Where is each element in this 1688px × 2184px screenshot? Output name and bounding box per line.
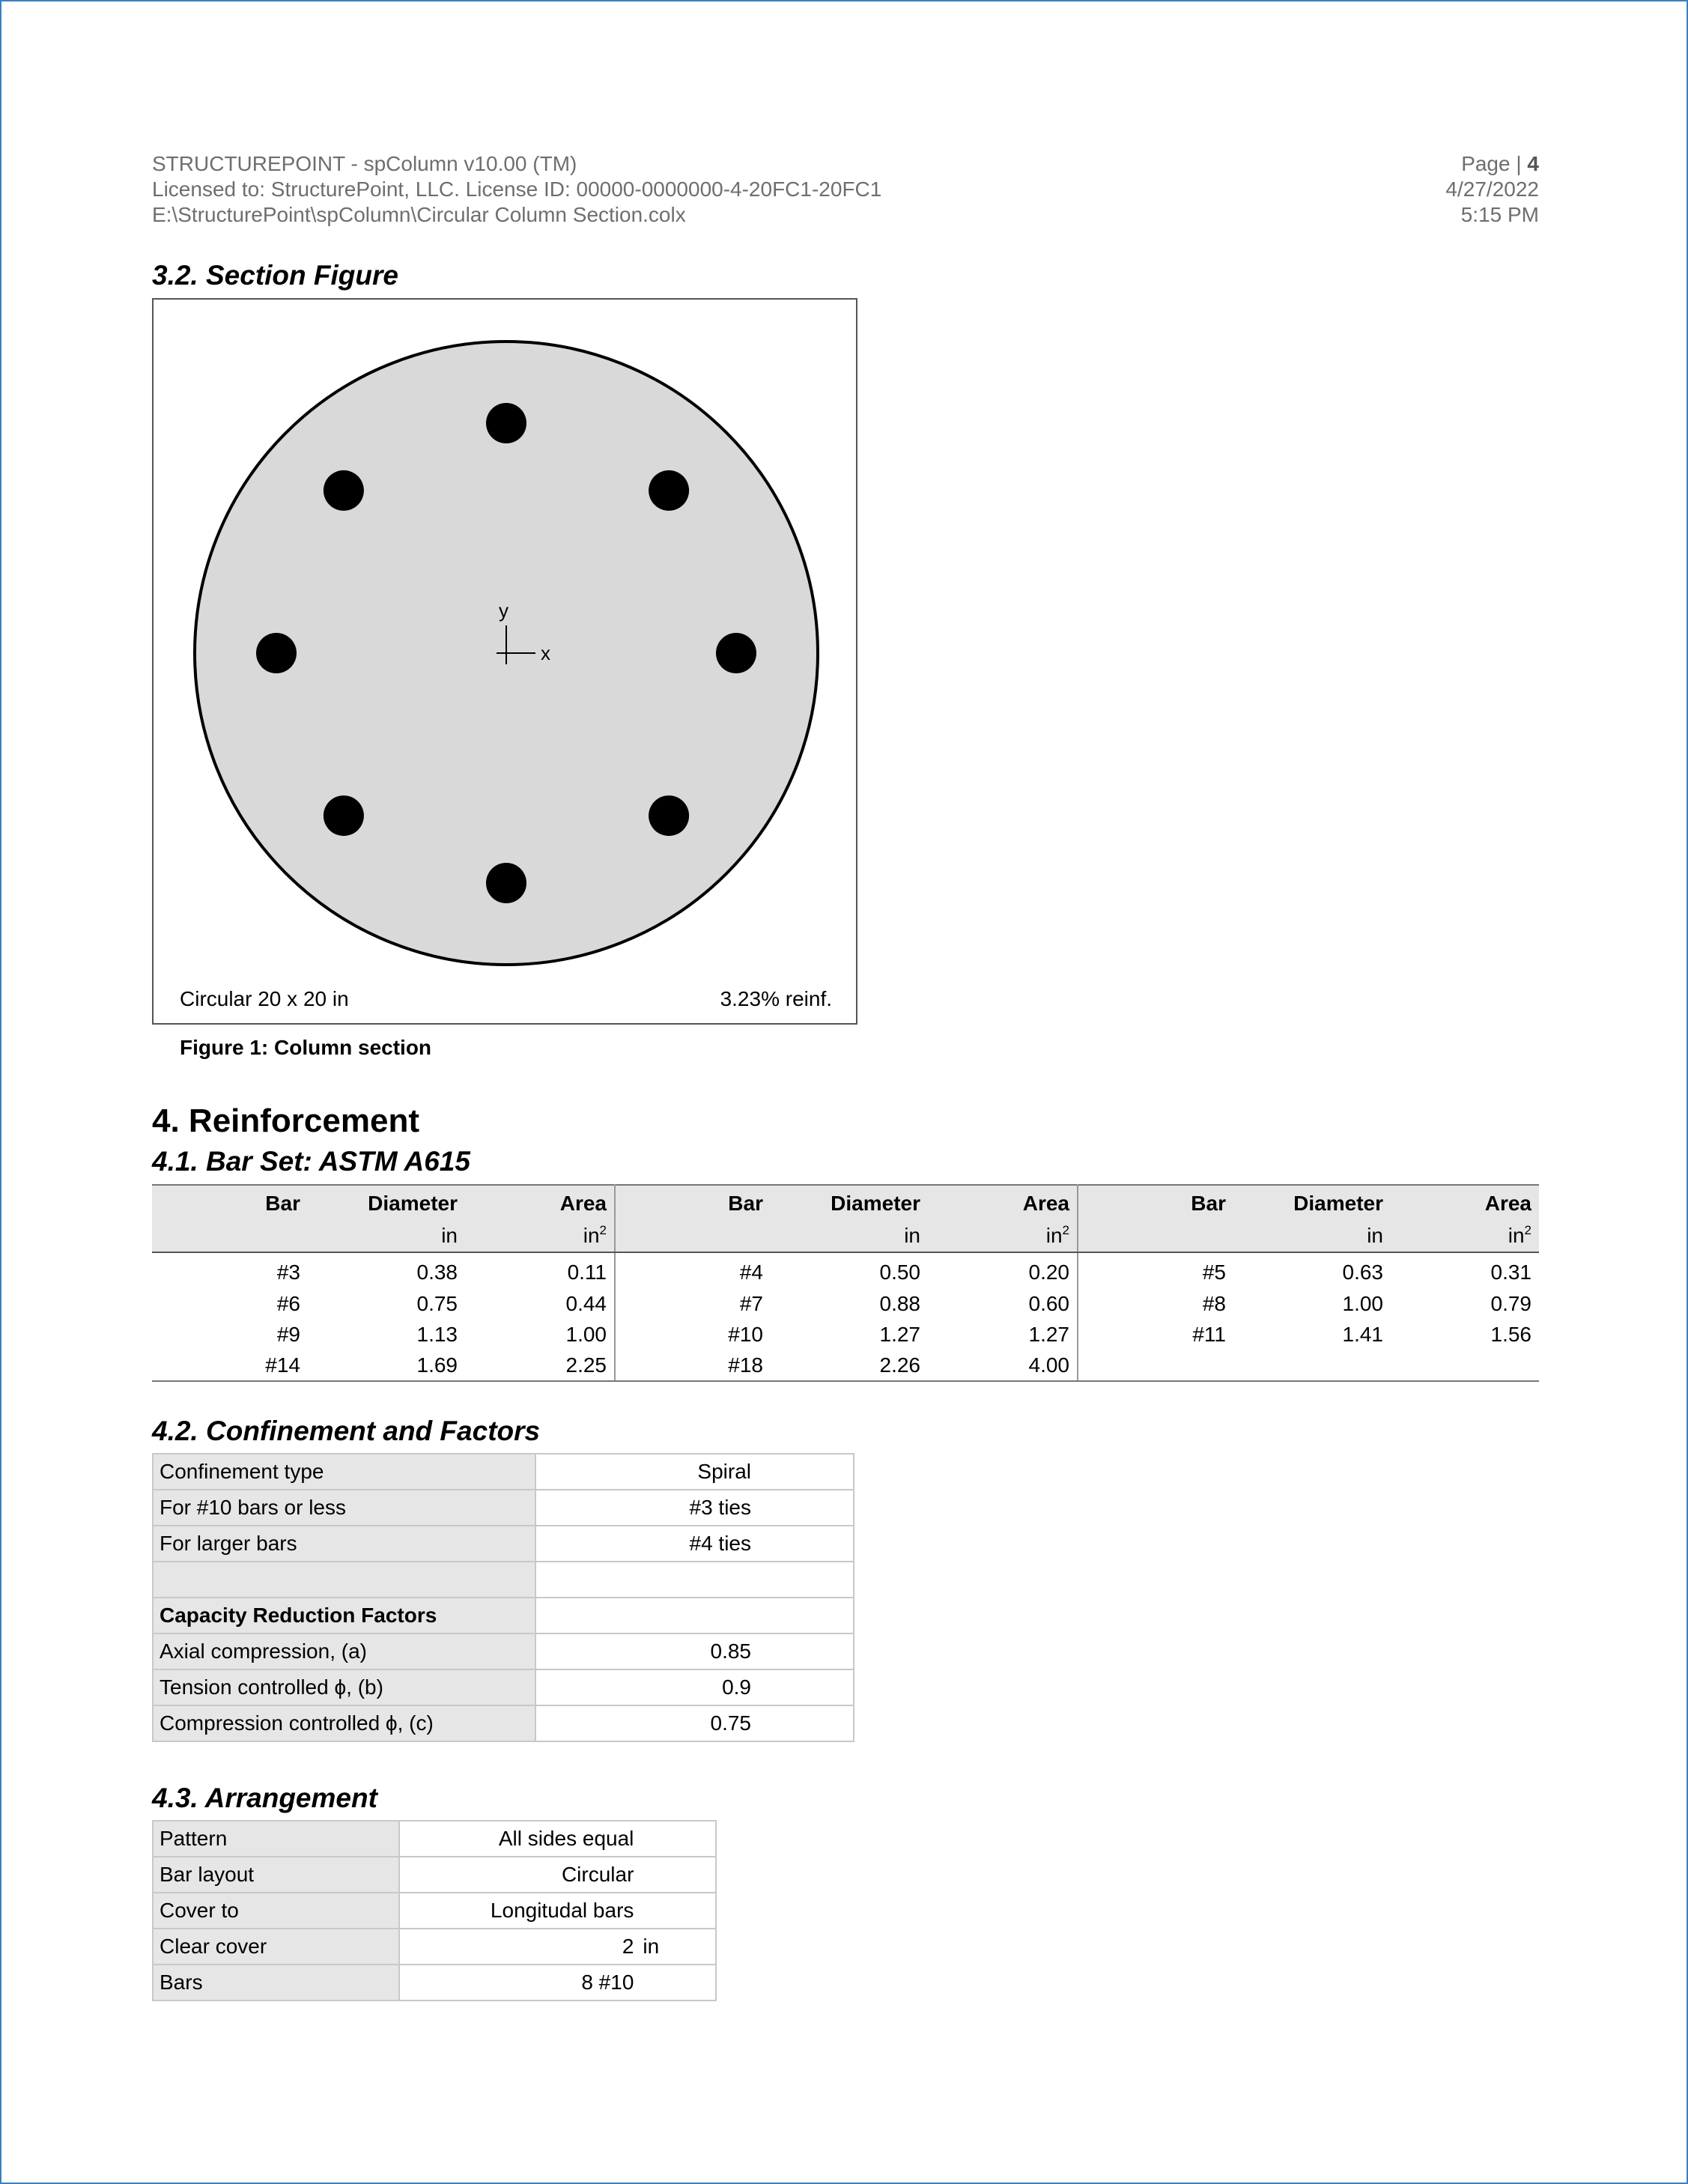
row-value: #4 ties	[535, 1526, 854, 1562]
bar-area: 0.79	[1490, 1291, 1531, 1315]
row-value: 0.85	[535, 1634, 854, 1669]
table-row	[153, 1857, 716, 1893]
row-label: Bar layout	[153, 1857, 399, 1893]
row-label: Clear cover	[153, 1929, 399, 1965]
bar-diameter: 2.26	[771, 1350, 928, 1381]
reinforcement-ratio-label: 3.23% reinf.	[720, 987, 832, 1010]
bar-set-header-row	[152, 1185, 1539, 1220]
section-size-label: Circular 20 x 20 in	[180, 987, 349, 1010]
page-number: 4	[1527, 152, 1539, 175]
bar-area: 0.11	[465, 1252, 615, 1288]
unit-area: $in^2$	[1391, 1220, 1539, 1252]
page-label: Page |	[1461, 152, 1528, 175]
bar-set-table	[152, 1184, 1539, 1382]
row-value: Longitudal bars	[399, 1893, 634, 1929]
bar-diameter: 1.13	[416, 1322, 458, 1346]
page-header-left	[152, 151, 881, 228]
table-row	[152, 1319, 1539, 1350]
header-date: 4/27/2022	[1445, 178, 1539, 201]
bar-diameter	[1233, 1350, 1391, 1381]
bar-area: 0.44	[465, 1288, 615, 1319]
bar-area: 0.60	[928, 1288, 1078, 1319]
confinement-heading: 4.2. Confinement and Factors	[152, 1416, 541, 1446]
column-section-drawing	[154, 300, 859, 1026]
bar-size: #5	[1202, 1260, 1226, 1284]
table-row	[153, 1705, 854, 1741]
rebar	[324, 470, 364, 511]
row-value	[535, 1562, 854, 1598]
row-unit	[634, 1893, 716, 1929]
bar-size: #18	[615, 1350, 771, 1381]
row-value: All sides equal	[399, 1821, 634, 1857]
barset-heading: 4.1. Bar Set: ASTM A615	[152, 1146, 470, 1177]
bar-diameter: 1.41	[1342, 1322, 1383, 1346]
row-value: 2	[399, 1929, 634, 1965]
table-row	[153, 1929, 716, 1965]
rebar	[716, 633, 756, 673]
row-label: Compression controlled ϕ, (c)	[153, 1705, 535, 1741]
row-value: Circular	[399, 1857, 634, 1893]
confinement-table	[152, 1453, 854, 1742]
row-label: For larger bars	[153, 1526, 535, 1562]
rebar	[486, 403, 526, 443]
bar-size: #7	[739, 1291, 763, 1315]
bar-size: #4	[739, 1260, 763, 1284]
bar-area: 0.31	[1490, 1260, 1531, 1284]
row-value: #3 ties	[535, 1490, 854, 1526]
bar-area: 2.25	[465, 1350, 615, 1381]
bar-area: 4.00	[928, 1350, 1078, 1381]
unit-diameter: in	[1233, 1220, 1391, 1252]
col-bar: Bar	[615, 1185, 771, 1220]
table-row	[152, 1288, 1539, 1319]
bar-area: 0.20	[928, 1252, 1078, 1288]
col-diameter: Diameter	[1233, 1185, 1391, 1220]
section-figure-heading: 3.2. Section Figure	[152, 260, 398, 291]
table-row	[153, 1526, 854, 1562]
col-bar: Bar	[152, 1185, 308, 1220]
bar-size: #3	[276, 1260, 300, 1284]
table-row	[153, 1454, 854, 1490]
bar-diameter: 0.75	[416, 1291, 458, 1315]
bar-area: 1.56	[1490, 1322, 1531, 1346]
unit-diameter: in	[308, 1220, 465, 1252]
table-row	[152, 1252, 1539, 1288]
bar-size: #8	[1202, 1291, 1226, 1315]
bar-size: #14	[152, 1350, 308, 1381]
row-label: Pattern	[153, 1821, 399, 1857]
arrangement-heading: 4.3. Arrangement	[152, 1783, 377, 1813]
bar-area	[1391, 1350, 1539, 1381]
col-bar: Bar	[1078, 1185, 1233, 1220]
rebar	[649, 795, 689, 836]
row-unit	[634, 1857, 716, 1893]
rebar	[486, 863, 526, 903]
bar-diameter: 0.38	[416, 1260, 458, 1284]
bar-size: #10	[728, 1322, 763, 1346]
bar-area: 1.27	[928, 1319, 1078, 1350]
row-unit	[634, 1821, 716, 1857]
bar-diameter: 1.69	[308, 1350, 465, 1381]
bar-area: 1.00	[465, 1319, 615, 1350]
header-page	[1445, 151, 1539, 177]
unit-bar	[152, 1220, 308, 1252]
table-row	[153, 1893, 716, 1929]
col-diameter: Diameter	[771, 1185, 928, 1220]
header-file-path: E:\StructurePoint\spColumn\Circular Column Section.colx	[152, 203, 686, 226]
col-area: Area	[465, 1185, 615, 1220]
bar-size	[1078, 1350, 1233, 1381]
x-axis-label: x	[541, 642, 550, 664]
table-row	[153, 1965, 716, 2001]
rebar	[324, 795, 364, 836]
table-row	[152, 1350, 1539, 1381]
unit-area: $in^2$	[465, 1220, 615, 1252]
unit-bar	[1078, 1220, 1233, 1252]
bar-diameter: 0.50	[879, 1260, 920, 1284]
row-value	[535, 1598, 854, 1634]
row-label: Tension controlled ϕ, (b)	[153, 1669, 535, 1705]
row-label: For #10 bars or less	[153, 1490, 535, 1526]
row-value: 8 #10	[399, 1965, 634, 2001]
table-row	[153, 1634, 854, 1669]
header-license: Licensed to: StructurePoint, LLC. License ID: 00000-0000000-4-20FC1-20FC1	[152, 178, 882, 201]
table-row	[153, 1562, 854, 1598]
bar-diameter: 1.00	[1342, 1291, 1383, 1315]
row-label: Bars	[153, 1965, 399, 2001]
bar-diameter: 0.88	[879, 1291, 920, 1315]
reinforcement-heading: 4. Reinforcement	[152, 1102, 419, 1139]
figure-caption: Figure 1: Column section	[180, 1036, 432, 1059]
bar-size: #9	[276, 1322, 300, 1346]
section-figure-box	[152, 298, 857, 1025]
row-value: 0.75	[535, 1705, 854, 1741]
col-diameter: Diameter	[308, 1185, 465, 1220]
row-unit: in	[634, 1929, 716, 1965]
unit-area: $in^2$	[928, 1220, 1078, 1252]
capacity-factors-label: Capacity Reduction Factors	[153, 1598, 535, 1634]
row-unit	[634, 1965, 716, 2001]
table-row	[153, 1821, 716, 1857]
table-row	[153, 1669, 854, 1705]
rebar	[256, 633, 297, 673]
unit-bar	[615, 1220, 771, 1252]
rebar	[649, 470, 689, 511]
col-area: Area	[928, 1185, 1078, 1220]
bar-diameter: 1.27	[879, 1322, 920, 1346]
row-label: Confinement type	[153, 1454, 535, 1490]
row-label: Cover to	[153, 1893, 399, 1929]
bar-diameter: 0.63	[1342, 1260, 1383, 1284]
page-header-right	[1445, 151, 1539, 228]
row-value: 0.9	[535, 1669, 854, 1705]
table-row	[153, 1490, 854, 1526]
bar-size: #11	[1192, 1322, 1226, 1346]
bar-size: #6	[276, 1291, 300, 1315]
table-row	[153, 1598, 854, 1634]
header-software: STRUCTUREPOINT - spColumn v10.00 (TM)	[152, 152, 577, 175]
y-axis-label: y	[499, 599, 508, 622]
row-label	[153, 1562, 535, 1598]
header-time: 5:15 PM	[1460, 203, 1539, 226]
arrangement-table	[152, 1820, 717, 2001]
col-area: Area	[1391, 1185, 1539, 1220]
row-value: Spiral	[535, 1454, 854, 1490]
row-label: Axial compression, (a)	[153, 1634, 535, 1669]
bar-set-units-row	[152, 1220, 1539, 1252]
unit-diameter: in	[771, 1220, 928, 1252]
